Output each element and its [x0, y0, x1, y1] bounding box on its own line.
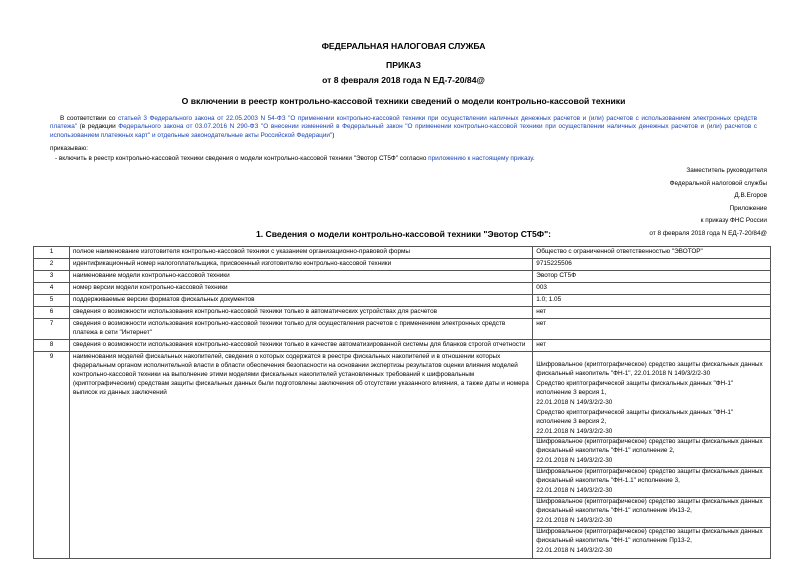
row-number: 3: [34, 270, 70, 282]
row-description: сведения о возможности использования контрольно-кассовой техники только в качестве автоматизированной системы для бланков строгой отчетности: [69, 339, 532, 351]
row-description: идентификационный номер налогоплательщика, присвоенный изготовителю контрольно-кассовой техники: [69, 258, 532, 270]
preamble-text-c: ): [332, 131, 335, 139]
fiscal-drive-date: 22.01.2018 N 149/3/2/2-30: [536, 427, 613, 435]
order-item-text-a: - включить в реестр контрольно-кассовой техники сведения о модели контрольно-кассовой техники "Эвотор СТ5Ф" согласно: [55, 155, 429, 162]
fiscal-drive-date: 22.01.2018 N 149/3/2/2-30: [536, 517, 613, 525]
row-value: 9715225506: [533, 258, 771, 270]
signature-line-1: Заместитель руководителя: [686, 167, 767, 174]
law-290fz-link[interactable]: Федерального закона от 03.07.2016 N 290-ФЗ "О внесении изменений в Федеральный закон "О применении контрольно-кассовой техники при осуществлении наличных денежных расчетов и (или) расчетов с использованием платежных карт" и отдельные законодательные акты Российской Федерации": [50, 123, 757, 139]
row-number: 4: [34, 282, 70, 294]
model-info-table: [33, 246, 771, 559]
signature-line-5: к приказу ФНС России: [700, 217, 767, 224]
row-number: 2: [34, 258, 70, 270]
table-row: [34, 282, 771, 294]
order-item: [55, 155, 762, 163]
doc-type: ПРИКАЗ: [386, 60, 421, 70]
row-description: наименования моделей фискальных накопителей, сведения о которых содержатся в реестре фискальных накопителей и в отношении которых федеральным органом исполнительной власти в области обеспечения безопасности на основании экспертизы результатов оценки влияния моделей контрольно-кассовой техники на выполнение этими моделями фискальных накопителей установленных требований к шифровальным (криптографическим) средствам защиты фискальных данных были подготовлены заключения об отсутствии указанного влияния, а также даты и номера выписок из данных заключений: [69, 351, 532, 558]
appendix-link[interactable]: приложению к настоящему приказу: [428, 155, 533, 162]
order-item-text-b: .: [532, 155, 535, 162]
fiscal-drive-entry: Шифровальное (криптографическое) средство защиты фискальных данных фискальный накопитель "ФН-1" исполнение Пр13-2,: [536, 528, 763, 545]
fiscal-drive-entry: Шифровальное (криптографическое) средство защиты фискальных данных фискальный накопитель "ФН-1" исполнение 2,: [536, 438, 763, 455]
section-title: 1. Сведения о модели контрольно-кассовой техники "Эвотор СТ5Ф":: [255, 229, 552, 239]
fiscal-drive-date: 22.01.2018 N 149/3/2/2-30: [536, 457, 613, 465]
fiscal-drive-entry: Шифровальное (криптографическое) средство защиты фискальных данных фискальный накопитель "ФН-1" исполнение Ин13-2,: [536, 498, 763, 515]
row-description: сведения о возможности использования контрольно-кассовой техники только в автоматических устройствах для расчетов: [69, 306, 532, 318]
table-row: [34, 270, 771, 282]
fiscal-drive-date: 22.01.2018 N 149/3/2/2-30: [536, 398, 613, 406]
row-number: 9: [34, 351, 70, 558]
row-description: полное наименование изготовителя контрольно-кассовой техники с указанием организационно-правовой формы: [69, 247, 532, 259]
table-row: [34, 339, 771, 351]
fiscal-drive-entry: Средство криптографической защиты фискальных данных "ФН-1" исполнение 3 версия 2,: [536, 408, 734, 425]
row-value: нет: [533, 318, 771, 339]
fiscal-drive-entry: Шифровальное (криптографическое) средство защиты фискальных данных фискальный накопитель "ФН-1.1" исполнение 3,: [536, 468, 763, 485]
doc-subject: О включении в реестр контрольно-кассовой техники сведений о модели контрольно-кассовой техники: [181, 96, 626, 106]
table-row: [34, 294, 771, 306]
table-row: [34, 258, 771, 270]
row-number: 6: [34, 306, 70, 318]
row-value: нет: [533, 339, 771, 351]
table-row: [34, 247, 771, 259]
doc-date: от 8 февраля 2018 года N ЕД-7-20/84@: [322, 75, 485, 85]
row-description: сведения о возможности использования контрольно-кассовой техники только для осуществления расчетов с применением электронных средств платежа в сети "Интернет": [69, 318, 532, 339]
fiscal-drive-entry: Шифровальное (криптографическое) средство защиты фискальных данных фискальный накопитель "ФН-1", 22.01.2018 N 149/3/2/2-30: [536, 360, 763, 377]
table-row: [34, 351, 771, 558]
row-description: поддерживаемые версии форматов фискальных документов: [69, 294, 532, 306]
preamble-text-a: В соответствии со: [60, 115, 119, 122]
signature-line-4: Приложение: [729, 204, 767, 212]
row-value: 003: [533, 282, 771, 294]
law-54fz-link[interactable]: статьей 3 Федерального закона от 22.05.2003 N 54-ФЗ "О применении контрольно-кассовой техники при осуществлении наличных денежных расчетов и (или) расчетов с использованием электронных средств платежа": [50, 115, 757, 131]
signature-line-3: Д.В.Егоров: [734, 192, 767, 199]
fiscal-drive-entry: Средство криптографической защиты фискальных данных "ФН-1" исполнение 3 версия 1,: [536, 379, 734, 396]
row-number: 1: [34, 247, 70, 259]
row-value: 1.0; 1.05: [533, 294, 771, 306]
table-row: [34, 306, 771, 318]
row-value: Общество с ограниченной ответственностью "ЭВОТОР": [533, 247, 771, 259]
row-description: наименование модели контрольно-кассовой техники: [69, 270, 532, 282]
row-number: 7: [34, 318, 70, 339]
preamble-text-b: (в редакции: [77, 123, 119, 131]
row-number: 8: [34, 339, 70, 351]
table-row: [34, 318, 771, 339]
fiscal-drive-list: [533, 351, 771, 558]
org-title: ФЕДЕРАЛЬНАЯ НАЛОГОВАЯ СЛУЖБА: [321, 41, 486, 51]
row-description: номер версии модели контрольно-кассовой техники: [69, 282, 532, 294]
signature-line-2: Федеральной налоговой службы: [669, 179, 767, 187]
fiscal-drive-date: 22.01.2018 N 149/3/2/2-30: [536, 547, 613, 555]
row-number: 5: [34, 294, 70, 306]
row-value: Эвотор СТ5Ф: [533, 270, 771, 282]
signature-line-6: от 8 февраля 2018 года N ЕД-7-20/84@: [649, 229, 767, 237]
order-word: приказываю:: [50, 145, 88, 152]
fiscal-drive-date: 22.01.2018 N 149/3/2/2-30: [536, 487, 613, 495]
row-value: нет: [533, 306, 771, 318]
preamble-paragraph: [50, 115, 757, 140]
